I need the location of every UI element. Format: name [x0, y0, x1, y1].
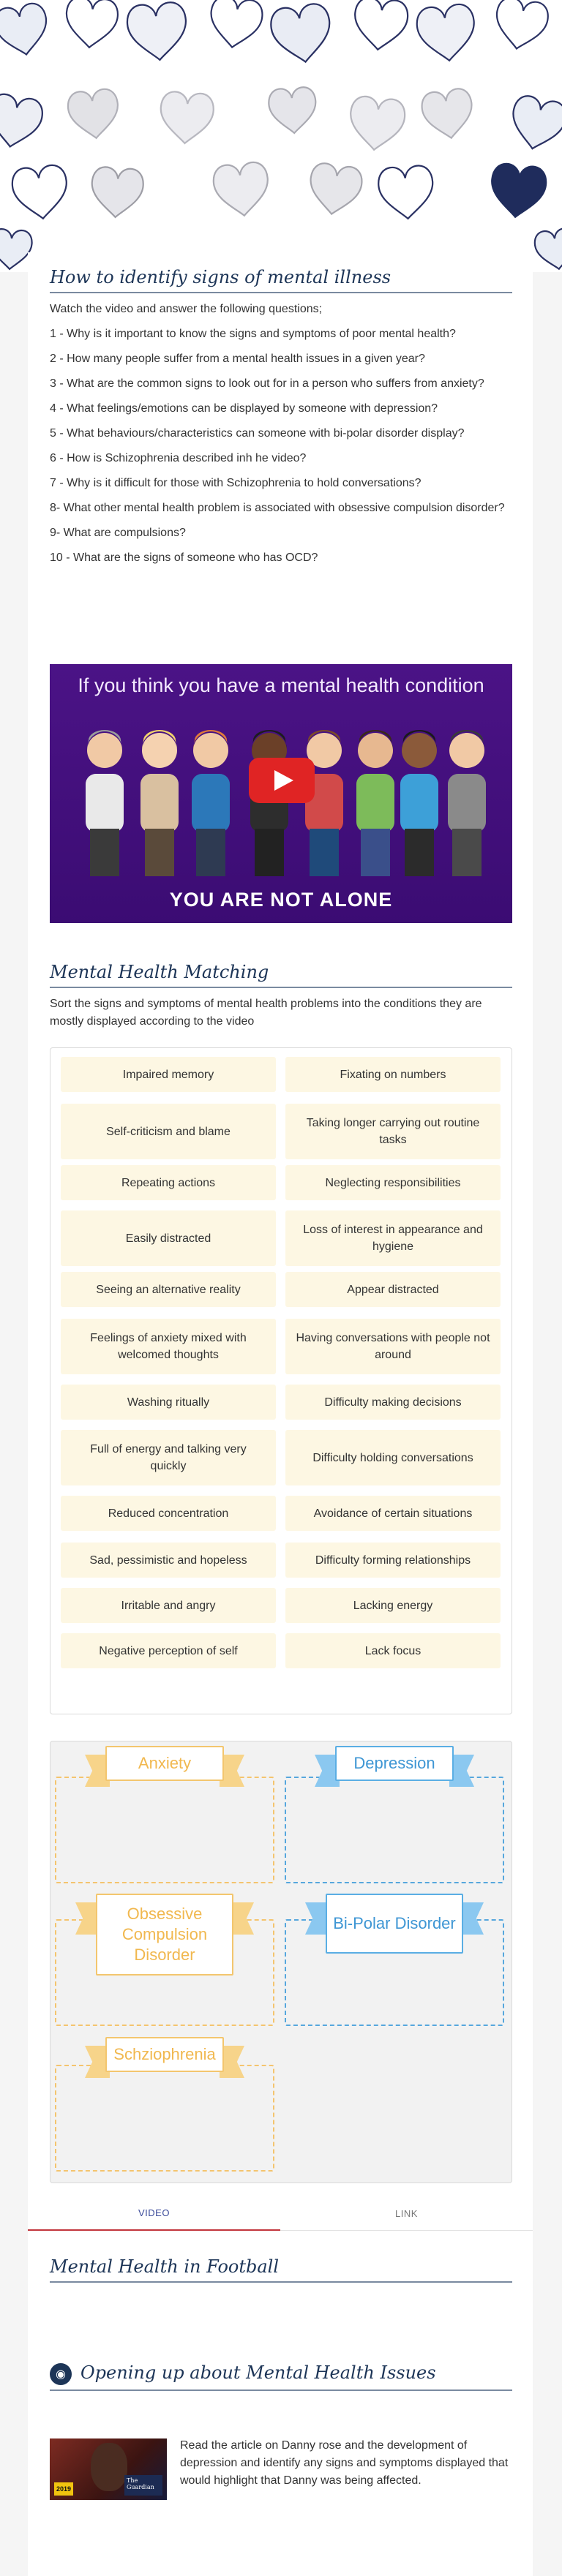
person-body	[86, 774, 124, 832]
symptom-card[interactable]: Neglecting responsibilities	[285, 1165, 501, 1200]
question-item: 9- What are compulsions?	[50, 527, 186, 539]
heart-shape	[420, 87, 476, 141]
person-body	[400, 774, 438, 832]
heart-shape	[64, 0, 119, 50]
matching-section	[50, 962, 512, 1031]
section-title: Mental Health Matching	[50, 962, 512, 988]
symptom-card[interactable]: Avoidance of certain situations	[285, 1496, 501, 1531]
symptom-card[interactable]: Negative perception of self	[61, 1633, 276, 1668]
content-page	[28, 252, 533, 2576]
heart-shape	[506, 94, 562, 154]
person-head	[193, 733, 228, 768]
video-player[interactable]	[50, 664, 512, 923]
heart-shape	[268, 86, 318, 135]
guardian-logo: The Guardian	[124, 2475, 162, 2496]
heart-shape	[491, 0, 550, 53]
symptom-card[interactable]: Impaired memory	[61, 1057, 276, 1092]
symptom-card[interactable]: Difficulty holding conversations	[285, 1430, 501, 1485]
heart-shape	[159, 91, 215, 145]
person-body	[356, 774, 394, 832]
article-thumbnail[interactable]	[50, 2438, 167, 2500]
symptom-card[interactable]: Feelings of anxiety mixed with welcomed thoughts	[61, 1319, 276, 1374]
question-item: 5 - What behaviours/characteristics can someone with bi-polar disorder display?	[50, 427, 465, 440]
heart-shape	[212, 161, 271, 219]
opening-up-section	[50, 2362, 512, 2391]
question-item: 10 - What are the signs of someone who has OCD?	[50, 551, 318, 564]
question-item: 8- What other mental health problem is associated with obsessive compulsion disorder?	[50, 502, 505, 514]
person-legs	[310, 829, 339, 876]
person-legs	[452, 829, 482, 876]
football-section	[50, 2256, 512, 2283]
heart-shape	[378, 165, 435, 220]
person-legs	[255, 829, 284, 876]
person-body	[192, 774, 230, 832]
media-tabs	[28, 2196, 533, 2231]
category-ribbon	[75, 1894, 254, 1976]
person-legs	[196, 829, 225, 876]
category-ribbon	[305, 1894, 484, 1954]
hearts-pattern-image	[0, 0, 562, 272]
player-photo	[91, 2443, 127, 2491]
question-item: 2 - How many people suffer from a mental health issues in a given year?	[50, 353, 425, 365]
question-item: 6 - How is Schizophrenia described inh he video?	[50, 452, 307, 464]
person-legs	[361, 829, 390, 876]
heart-shape	[306, 162, 364, 218]
person-body	[448, 774, 486, 832]
symptom-card[interactable]: Lack focus	[285, 1633, 501, 1668]
section-title: How to identify signs of mental illness	[50, 267, 512, 293]
symptom-card[interactable]: Easily distracted	[61, 1210, 276, 1266]
category-ribbon	[85, 2037, 244, 2072]
symptom-card[interactable]: Fixating on numbers	[285, 1057, 501, 1092]
symptom-card[interactable]: Self-criticism and blame	[61, 1104, 276, 1159]
category-ribbon	[85, 1746, 244, 1781]
symptom-card[interactable]: Reduced concentration	[61, 1496, 276, 1531]
category-label: Obsessive Compulsion Disorder	[96, 1894, 233, 1976]
symptom-card[interactable]: Appear distracted	[285, 1272, 501, 1307]
question-list	[50, 325, 512, 567]
symptom-card[interactable]: Full of energy and talking very quickly	[61, 1430, 276, 1485]
thumbnail-tag: 2019	[54, 2482, 73, 2496]
heart-shape	[269, 2, 334, 66]
drop-zones-panel	[50, 1741, 512, 2183]
symptom-card[interactable]: Sad, pessimistic and hopeless	[61, 1543, 276, 1578]
identify-signs-section	[50, 267, 512, 567]
drop-zone[interactable]	[55, 2065, 274, 2172]
heart-shape	[11, 164, 70, 222]
symptom-card[interactable]: Lacking energy	[285, 1588, 501, 1623]
section-intro: Watch the video and answer the following questions;	[50, 303, 323, 315]
question-item: 3 - What are the common signs to look out for in a person who suffers from anxiety?	[50, 377, 484, 390]
person-head	[402, 733, 437, 768]
heart-shape	[0, 92, 45, 151]
symptom-card[interactable]: Seeing an alternative reality	[61, 1272, 276, 1307]
heart-shape	[347, 95, 406, 153]
subtitle-text: Opening up about Mental Health Issues	[80, 2362, 436, 2383]
section-title: Mental Health in Football	[50, 2256, 512, 2283]
article-text: Read the article on Danny rose and the development of depression and identify any signs and symptoms displayed that would highlight that Danny was being affected.	[180, 2439, 509, 2487]
symptom-card[interactable]: Difficulty forming relationships	[285, 1543, 501, 1578]
person-head	[142, 733, 177, 768]
question-item: 4 - What feelings/emotions can be displayed by someone with depression?	[50, 402, 438, 415]
symptom-card[interactable]: Difficulty making decisions	[285, 1385, 501, 1420]
question-item: 7 - Why is it difficult for those with Schizophrenia to hold conversations?	[50, 477, 422, 489]
question-item: 1 - Why is it important to know the signs and symptoms of poor mental health?	[50, 328, 456, 340]
person-legs	[145, 829, 174, 876]
category-ribbon	[315, 1746, 474, 1781]
symptom-card[interactable]: Irritable and angry	[61, 1588, 276, 1623]
symptom-card[interactable]: Repeating actions	[61, 1165, 276, 1200]
section-subtitle	[50, 2362, 512, 2391]
symptom-card[interactable]: Loss of interest in appearance and hygiene	[285, 1210, 501, 1266]
heart-shape	[488, 162, 547, 220]
heart-shape	[126, 1, 189, 63]
category-label: Schziophrenia	[105, 2037, 224, 2072]
video-top-text: If you think you have a mental health condition	[78, 674, 484, 696]
person-legs	[90, 829, 119, 876]
heart-shape	[206, 0, 264, 51]
youtube-play-icon[interactable]	[249, 758, 315, 803]
drop-zone[interactable]	[55, 1777, 274, 1883]
hero-banner	[0, 0, 562, 272]
heart-shape	[90, 166, 145, 219]
heart-shape	[0, 1, 52, 59]
heart-shape	[533, 227, 562, 271]
matching-cards-panel	[50, 1047, 512, 1714]
drop-zone[interactable]	[285, 1777, 504, 1883]
tab-video[interactable]: VIDEO	[28, 2196, 280, 2231]
category-label: Depression	[335, 1746, 454, 1781]
person-head	[358, 733, 393, 768]
heart-shape	[415, 3, 477, 64]
symptom-card[interactable]: Washing ritually	[61, 1385, 276, 1420]
symptom-card[interactable]: Taking longer carrying out routine tasks	[285, 1104, 501, 1159]
section-intro: Sort the signs and symptoms of mental health problems into the conditions they are mostly displayed according to the video	[50, 998, 482, 1028]
video-bottom-text: YOU ARE NOT ALONE	[169, 889, 393, 911]
person-body	[140, 774, 179, 832]
symptom-card[interactable]: Having conversations with people not around	[285, 1319, 501, 1374]
heart-shape	[351, 0, 409, 53]
football-club-badge-icon: ◉	[50, 2363, 72, 2385]
category-label: Bi-Polar Disorder	[326, 1894, 463, 1954]
person-head	[87, 733, 122, 768]
heart-shape	[67, 88, 121, 140]
person-head	[449, 733, 484, 768]
person-legs	[405, 829, 434, 876]
tab-link[interactable]: LINK	[395, 2207, 418, 2219]
category-label: Anxiety	[105, 1746, 224, 1781]
